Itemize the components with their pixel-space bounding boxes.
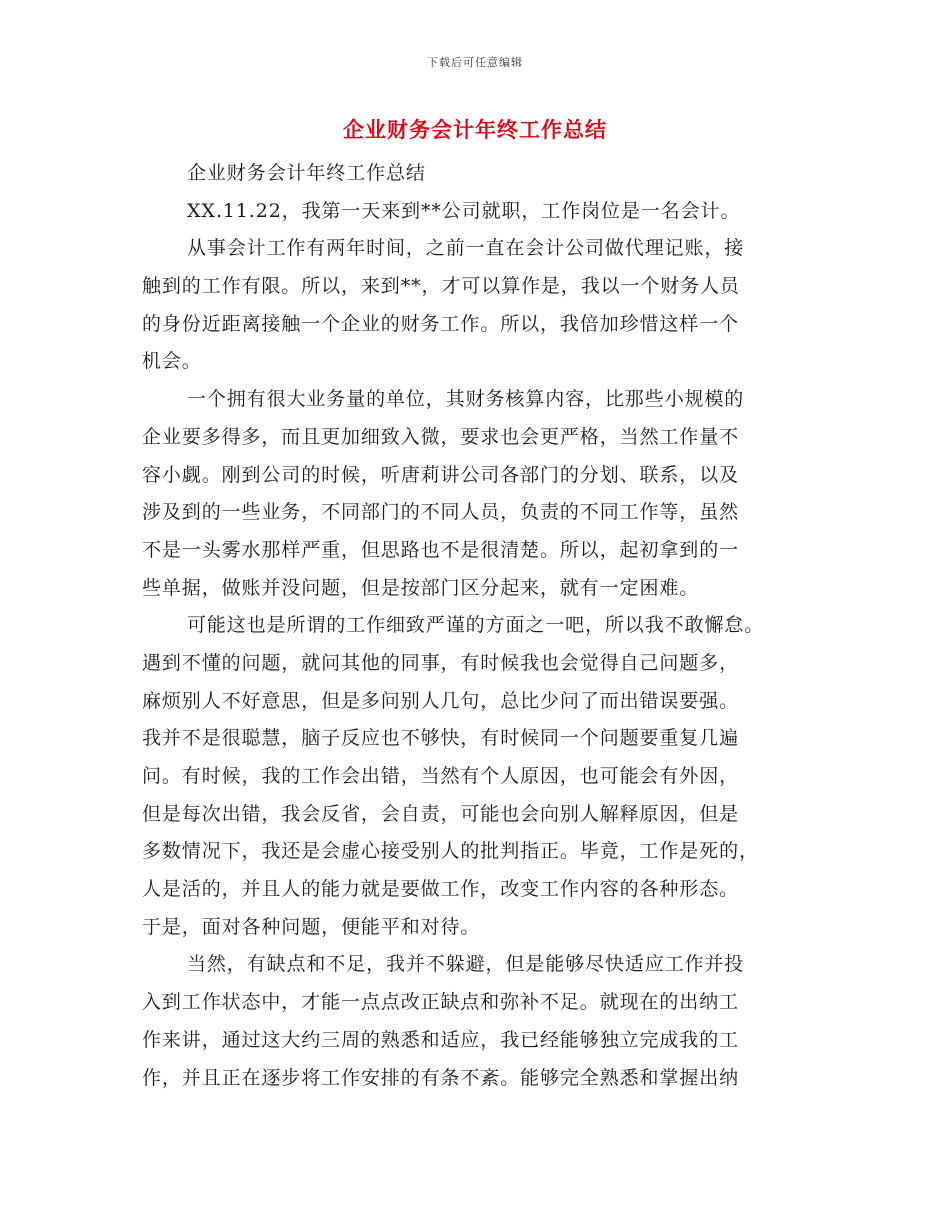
text-line: 的身份近距离接触一个企业的财务工作。所以，我倍加珍惜这样一个 (142, 312, 740, 335)
text-line: 麻烦别人不好意思，但是多问别人几句，总比少问了而出错误要强。 (142, 689, 740, 712)
text-line: 当然，有缺点和不足，我并不躲避，但是能够尽快适应工作并投 (187, 953, 745, 976)
document-title: 企业财务会计年终工作总结 (343, 118, 607, 142)
text-line: 多数情况下，我还是会虚心接受别人的批判指正。毕竟，工作是死的， (142, 840, 759, 863)
text-line: 可能这也是所谓的工作细致严谨的方面之一吧，所以我不敢懈怠。 (187, 614, 765, 637)
text-line: 遇到不懂的问题，就问其他的同事，有时候我也会觉得自己问题多， (142, 651, 740, 674)
text-line: 容小觑。刚到公司的时候，听唐莉讲公司各部门的分划、联系，以及 (142, 463, 740, 486)
text-line: 于是，面对各种问题，便能平和对待。 (142, 915, 481, 938)
text-line: 从事会计工作有两年时间，之前一直在会计公司做代理记账，接 (187, 237, 745, 260)
text-line: 不是一头雾水那样严重，但思路也不是很清楚。所以，起初拿到的一 (142, 538, 740, 561)
text-line: 些单据，做账并没问题，但是按部门区分起来，就有一定困难。 (142, 576, 700, 599)
document-body (142, 155, 802, 1097)
text-line: 人是活的，并且人的能力就是要做工作，改变工作内容的各种形态。 (142, 878, 740, 901)
text-line: 机会。 (142, 350, 202, 373)
text-line: 我并不是很聪慧，脑子反应也不够快，有时候同一个问题要重复几遍 (142, 727, 740, 750)
text-line: 问。有时候，我的工作会出错，当然有个人原因，也可能会有外因， (142, 765, 740, 787)
text-line: XX.11.22，我第一天来到**公司就职，工作岗位是一名会计。 (187, 199, 741, 222)
text-line: 触到的工作有限。所以，来到**，才可以算作是，我以一个财务人员 (142, 275, 740, 298)
text-line: 入到工作状态中，才能一点点改正缺点和弥补不足。就现在的出纳工 (142, 991, 740, 1014)
text-line: 但是每次出错，我会反省，会自责，可能也会向别人解释原因，但是 (142, 802, 740, 825)
text-line: 作来讲，通过这大约三周的熟悉和适应，我已经能够独立完成我的工 (142, 1028, 740, 1051)
header-note: 下载后可任意编辑 (427, 56, 523, 69)
text-line: 作，并且正在逐步将工作安排的有条不紊。能够完全熟悉和掌握出纳 (142, 1066, 740, 1089)
text-line: 一个拥有很大业务量的单位，其财务核算内容，比那些小规模的 (187, 388, 745, 411)
text-line: 涉及到的一些业务，不同部门的不同人员，负责的不同工作等，虽然 (142, 501, 740, 524)
text-line: 企业要多得多，而且更加细致入微，要求也会更严格，当然工作量不 (142, 425, 740, 448)
text-line: 企业财务会计年终工作总结 (187, 162, 426, 184)
